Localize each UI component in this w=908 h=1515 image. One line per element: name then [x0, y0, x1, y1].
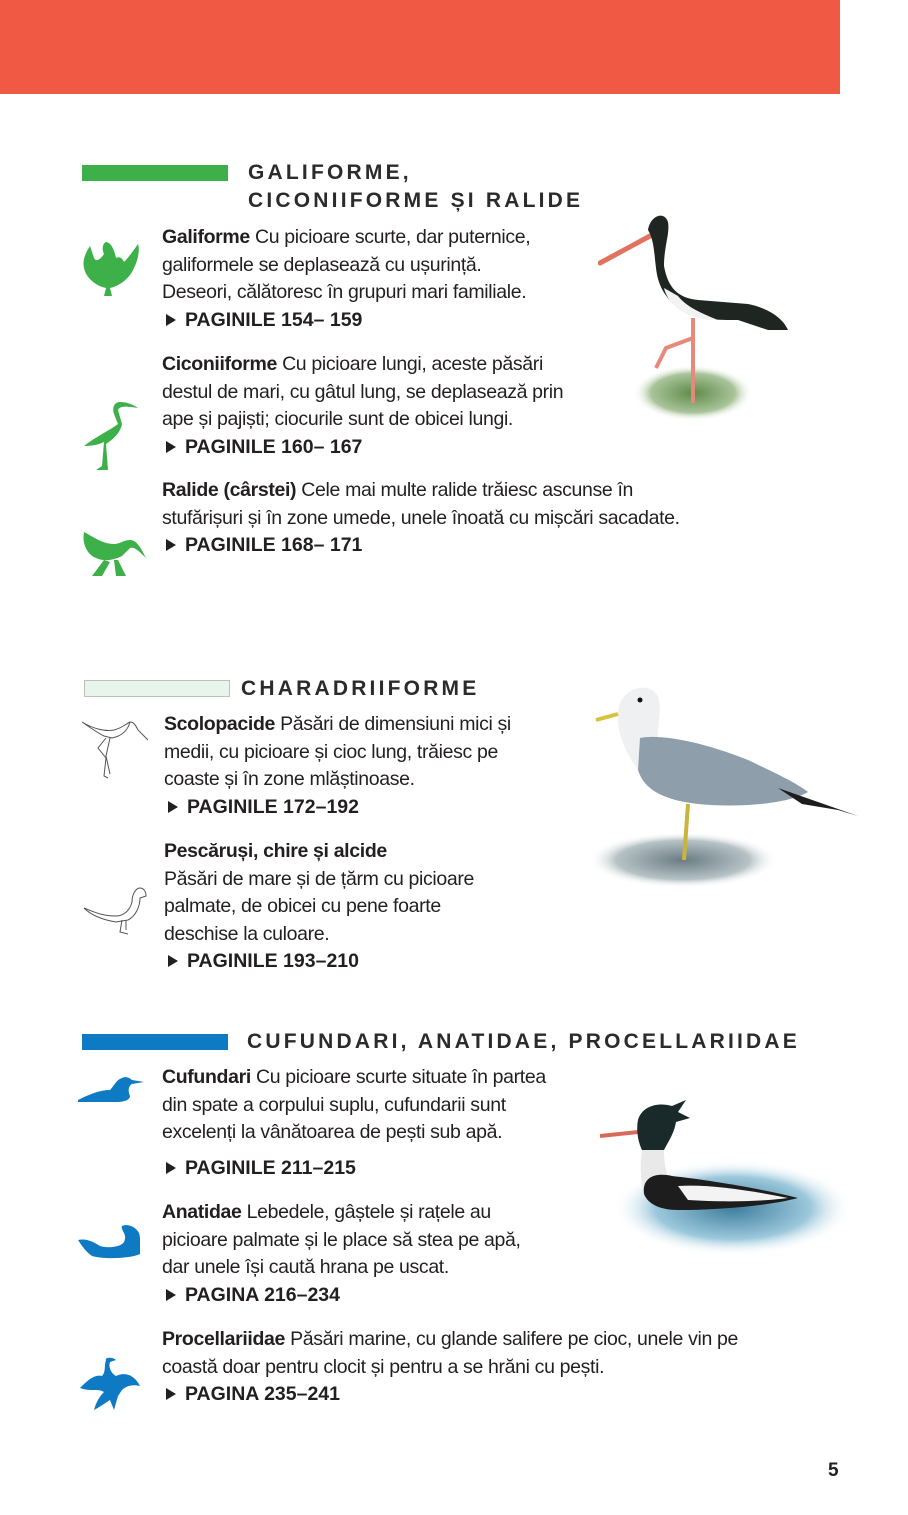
page-range: PAGINILE 168– 171	[185, 534, 363, 557]
section-title-line: GALIFORME,	[248, 161, 412, 184]
page-range: PAGINA 235–241	[185, 1383, 341, 1406]
entry-text: Cu picioare lungi, aceste păsări	[282, 353, 543, 375]
rooster-silhouette-icon	[80, 238, 144, 300]
entry-text: Cu picioare scurte, dar puternice,	[254, 226, 531, 248]
entry-name: Galiforme	[162, 226, 250, 248]
rail-silhouette-icon	[80, 528, 148, 580]
merganser-photo	[598, 1098, 853, 1258]
entry-name: Pescăruși, chire și alcide	[164, 840, 387, 862]
entry-galiforme	[162, 224, 530, 334]
page-reference	[164, 948, 474, 976]
triangle-bullet-icon	[166, 1388, 176, 1400]
entry-text: destul de mari, cu gâtul lung, se deplasează prin	[162, 380, 564, 403]
black-stork-photo	[598, 208, 793, 423]
page-reference	[162, 434, 563, 462]
entry-ralide	[162, 477, 680, 560]
page-range: PAGINILE 172–192	[187, 795, 359, 818]
entry-text: Deseori, călătoresc în grupuri mari familiale.	[162, 281, 527, 304]
section-color-bar-pale	[84, 680, 230, 697]
entry-text: Păsări marine, cu glande salifere pe cioc, unele vin pe	[290, 1328, 739, 1350]
triangle-bullet-icon	[166, 314, 176, 326]
entry-ciconiiforme	[162, 351, 563, 461]
page-number: 5	[828, 1460, 839, 1481]
entry-text: ape și pajiști; ciocurile sunt de obicei lungi.	[162, 408, 514, 431]
entry-text: galiformele se deplasează cu ușurință.	[162, 253, 482, 276]
triangle-bullet-icon	[166, 441, 176, 453]
entry-text: medii, cu picioare și cioc lung, trăiesc pe	[164, 740, 498, 763]
entry-cufundari	[162, 1064, 546, 1182]
entry-text: dar unele își caută hrana pe uscat.	[162, 1256, 449, 1279]
section-title-line: CUFUNDARI, ANATIDAE, PROCELLARIIDAE	[247, 1030, 800, 1053]
entry-text: excelenți la vânătoarea de pești sub apă.	[162, 1121, 503, 1144]
triangle-bullet-icon	[166, 539, 176, 551]
page-reference	[162, 1282, 521, 1310]
entry-anatidae	[162, 1199, 521, 1309]
triangle-bullet-icon	[166, 1289, 176, 1301]
entry-name: Cufundari	[162, 1066, 251, 1088]
heron-silhouette-icon	[80, 400, 142, 474]
section-title-line: CHARADRIIFORME	[241, 677, 480, 700]
entry-text: coastă doar pentru clocit și pentru a se hrăni cu pești.	[162, 1355, 605, 1378]
section-title	[241, 675, 479, 703]
entry-text: Cu picioare scurte situate în partea	[256, 1066, 546, 1088]
gull-photo	[588, 680, 863, 892]
entry-name: Scolopacide	[164, 713, 276, 735]
page-reference	[162, 307, 530, 335]
loon-silhouette-icon	[76, 1074, 146, 1104]
section-title	[248, 159, 583, 215]
page-reference	[164, 794, 511, 822]
entry-text: Păsări de dimensiuni mici și	[280, 713, 511, 735]
entry-name: Anatidae	[162, 1201, 242, 1223]
entry-text: Păsări de mare și de țărm cu picioare	[164, 867, 475, 890]
swan-silhouette-icon	[76, 1224, 144, 1260]
section-color-bar-blue	[82, 1034, 228, 1050]
page-range: PAGINILE 154– 159	[185, 308, 363, 331]
entry-text: Lebedele, gâștele și rațele au	[246, 1201, 491, 1223]
page-reference	[162, 532, 680, 560]
entry-scolopacide	[164, 711, 511, 821]
entry-procellariidae	[162, 1326, 738, 1409]
entry-text: coaste și în zone mlăștinoase.	[164, 768, 415, 791]
entry-name: Ralide (cârstei)	[162, 479, 297, 501]
entry-pescarusi	[164, 838, 474, 976]
triangle-bullet-icon	[168, 801, 178, 813]
page-range: PAGINILE 193–210	[187, 950, 359, 973]
entry-name: Ciconiiforme	[162, 353, 277, 375]
entry-name: Procellariidae	[162, 1328, 286, 1350]
section-color-bar-green	[82, 165, 228, 181]
cormorant-silhouette-icon	[76, 1356, 142, 1412]
page-range: PAGINA 216–234	[185, 1283, 341, 1306]
section-title	[247, 1028, 800, 1056]
entry-text: picioare palmate și le place să stea pe apă,	[162, 1228, 521, 1251]
section-title-line: CICONIIFORME ȘI RALIDE	[248, 189, 584, 212]
entry-text: Cele mai multe ralide trăiesc ascunse în	[301, 479, 634, 501]
page-range: PAGINILE 160– 167	[185, 435, 363, 458]
page-reference	[162, 1155, 546, 1183]
entry-text: din spate a corpului suplu, cufundarii sunt	[162, 1093, 506, 1116]
wader-outline-icon	[80, 718, 150, 780]
entry-text: palmate, de obicei cu pene foarte	[164, 895, 441, 918]
triangle-bullet-icon	[166, 1162, 176, 1174]
entry-text: stufărișuri și în zone umede, unele înoată cu mișcări sacadate.	[162, 506, 680, 529]
gull-outline-icon	[82, 886, 148, 936]
header-color-band	[0, 0, 840, 94]
page-range: PAGINILE 211–215	[185, 1156, 356, 1179]
triangle-bullet-icon	[168, 955, 178, 967]
page-reference	[162, 1381, 738, 1409]
entry-text: deschise la culoare.	[164, 922, 330, 945]
